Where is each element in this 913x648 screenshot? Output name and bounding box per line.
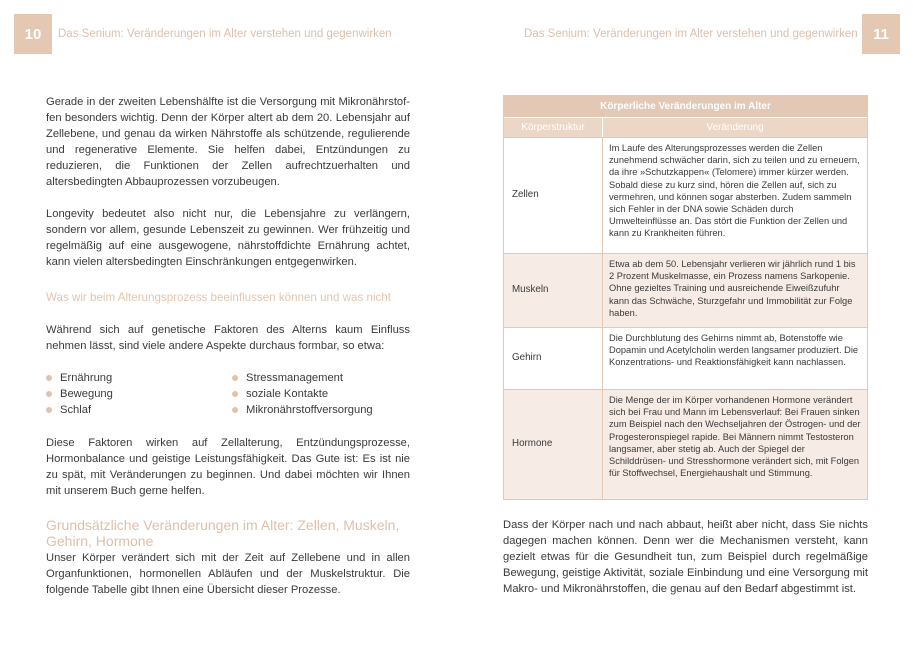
list-item: Bewegung <box>46 386 113 402</box>
cell-structure: Muskeln <box>504 254 603 327</box>
cell-change: Im Laufe des Alterungsprozesses werden die Zellen zunehmend schwächer darin, sich zu teilen und zu erneuern, da ihre »Schutzkappen« (Telomere) immer kürzer werden. Sobald diese zu kurz sind, hören die Zellen auf, sich zu vermehren, und können sogar absterben. Zudem sammeln sich Fehler in der DNA sowie Schäden durch Umwelteinflüsse an. Das stört die Funktion der Zellen und kann zu Krankheiten führen. <box>609 143 860 239</box>
longevity-paragraph: Longevity bedeutet also nicht nur, die Lebensjahre zu verlängern, sondern vor allem, gesunde Lebenszeit zu gewinnen. Wer frühzeitig und regelmäßig auf eine ausgewogene, nährstoffdichte Ernährung achtet, kann vielen altersbedingten Einschränkungen entgegenwirken. <box>46 208 410 269</box>
table-row <box>504 327 867 389</box>
list-item: soziale Kontakte <box>232 386 373 402</box>
bullet-column-right <box>232 370 373 418</box>
table-title: Körperliche Veränderungen im Alter <box>504 96 867 117</box>
table-row <box>504 253 867 327</box>
bullet-icon <box>46 391 52 397</box>
column-header-change: Veränderung <box>706 122 764 133</box>
bullet-icon <box>232 375 238 381</box>
cell-structure: Hormone <box>504 390 603 499</box>
list-item: Mikronährstoffversorgung <box>232 402 373 418</box>
table-row <box>504 137 867 253</box>
table-header-row <box>504 117 867 137</box>
bullet-icon <box>232 391 238 397</box>
list-item: Stressmanagement <box>232 370 373 386</box>
closing-paragraph: Dass der Körper nach und nach abbaut, heißt aber nicht, dass Sie nichts dagegen machen können. Denn wer die Mechanismen versteht, kann gezielt etwas für die Gesundheit tun, zum Beispiel durch regelmäßige Bewegung, geistige Aktivität, soziale Einbindung und eine Versorgung mit Makro- und Mikronährstoffen, die genau auf den Bedarf abgestimmt ist. <box>503 519 868 596</box>
bullet-icon <box>46 407 52 413</box>
table-row <box>504 389 867 499</box>
section-paragraph: Unser Körper verändert sich mit der Zeit auf Zellebene und in allen Organfunktionen, hormonellen Abläufen und der Muskelstruktur. Die folgende Tabelle gibt Ihnen eine Übersicht dieser Prozesse. <box>46 552 410 597</box>
cell-change: Die Durchblutung des Gehirns nimmt ab, Botenstoffe wie Dopamin und Acetylcholin werden langsamer produziert. Die Konzentrations- und Reaktionsfähigkeit kann nachlassen. <box>609 333 859 368</box>
cell-structure: Gehirn <box>504 328 603 389</box>
page-number-left: 10 <box>14 14 52 54</box>
bullet-icon <box>46 375 52 381</box>
subheading-paragraph: Während sich auf genetische Faktoren des Alterns kaum Einfluss nehmen lässt, sind viele andere Aspekte durchaus formbar, so etwa: <box>46 324 410 353</box>
cell-change: Die Menge der im Körper vorhandenen Hormone verändert sich bei Frau und Mann im Lebensverlauf: Bei Frauen sinken zum Beispiel nach den Wechseljahren der Östrogen- und der Progesteronspiegel rapide. Bei Männern nimmt Testosteron langsamer, aber stetig ab. Auch der Spiegel der Schilddrüsen- und Stresshormone verändert sich, mit Folgen für Stoffwechsel, Energiehaushalt und Stimmung. <box>609 395 861 479</box>
section-heading: Grundsätzliche Veränderungen im Alter: Zellen, Muskeln, Gehirn, Hormone <box>46 517 400 549</box>
list-item: Schlaf <box>46 402 113 418</box>
running-head-right: Das Senium: Veränderungen im Alter verstehen und gegenwirken <box>524 28 858 40</box>
bullet-icon <box>232 407 238 413</box>
page-number-right: 11 <box>862 14 900 54</box>
factors-paragraph: Diese Faktoren wirken auf Zellalterung, Entzündungsprozesse, Hormonbalance und geistige Leistungsfähigkeit. Das Gute ist: Es ist nie zu spät, mit Veränderungen zu beginnen. Und dabei möchten wir Ihnen mit unserem Buch gerne helfen. <box>46 437 410 498</box>
cell-structure: Zellen <box>504 138 603 253</box>
changes-table <box>503 95 868 500</box>
subheading: Was wir beim Alterungsprozess beeinflussen können und was nicht <box>46 291 391 304</box>
list-item: Ernährung <box>46 370 113 386</box>
intro-paragraph: Gerade in der zweiten Lebenshälfte ist die Versorgung mit Mikronährstoffen besonders wichtig. Denn der Körper altert ab dem 20. Lebensjahr auf Zellebene, und genau da wirken Nährstoffe als schützende, regulierende und regenerative Elemente. Sie helfen dabei, Entzündungen zu reduzieren, die Funktionen der Zellen aufrechtzuerhalten und altersbedingten Abbauprozessen vorzubeugen. <box>46 96 410 189</box>
running-head-left: Das Senium: Veränderungen im Alter verstehen und gegenwirken <box>58 28 392 40</box>
column-header-structure: Körperstruktur <box>504 118 603 137</box>
bullet-column-left <box>46 370 113 418</box>
cell-change: Etwa ab dem 50. Lebensjahr verlieren wir jährlich rund 1 bis 2 Prozent Muskelmasse, ein Prozess namens Sarkopenie. Ohne gezieltes Training und ausreichende Eiweißzufuhr kann das Schwäche, Sturzgefahr und Immobilität zur Folge haben. <box>609 259 856 318</box>
